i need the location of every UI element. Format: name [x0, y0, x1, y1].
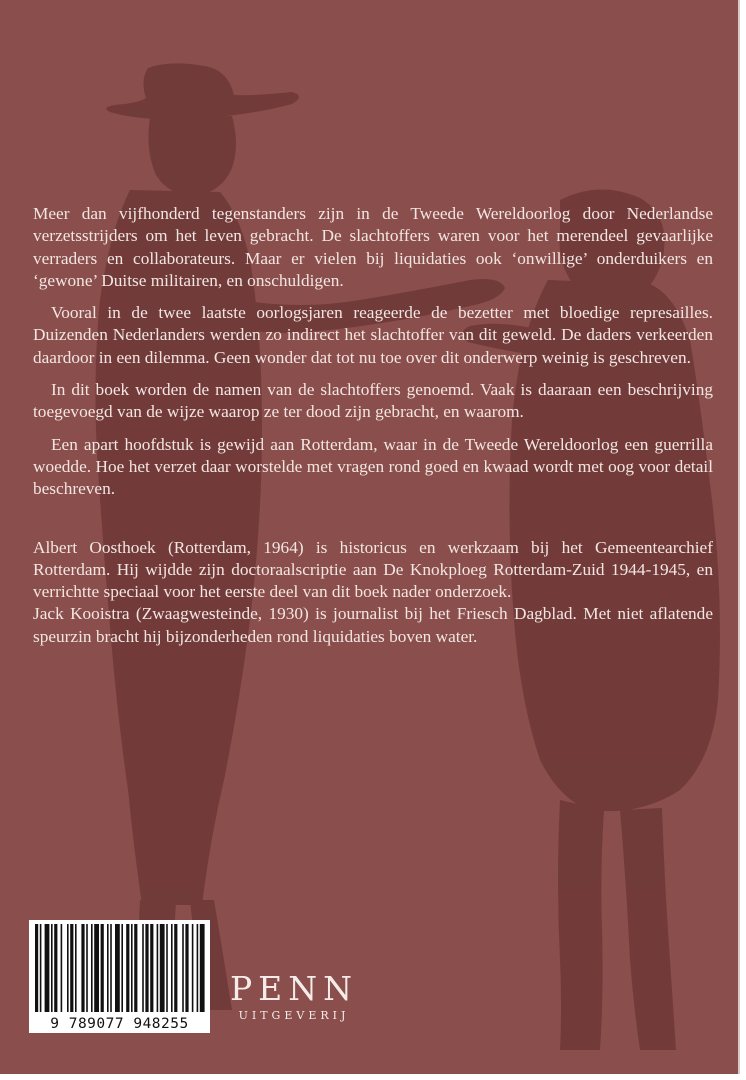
barcode-bar	[157, 924, 159, 1012]
publisher-logo	[222, 969, 366, 1023]
barcode-bar	[115, 924, 120, 1012]
barcode-bar	[51, 924, 53, 1012]
barcode-bar	[81, 924, 84, 1012]
barcode-bar	[197, 924, 199, 1012]
barcode-bar	[166, 924, 168, 1012]
isbn-number: 9 789077 948255	[29, 1015, 210, 1033]
barcode-bar	[70, 924, 73, 1012]
barcode-bar	[45, 924, 50, 1012]
barcode-bar	[91, 924, 93, 1012]
author-bio: Albert Oosthoek (Rotterdam, 1964) is historicus en werkzaam bij het Gemeentearchief Rotterdam. Hij wijdde zijn doctoraalscriptie aan De Knokploeg Rotterdam-Zuid 1944-1945, en verrichtte speciaal voor het eerste deel van dit boek nader onderzoek.	[33, 537, 713, 602]
barcode-bar	[75, 924, 77, 1012]
blurb-paragraph: Een apart hoofdstuk is gewijd aan Rotterdam, waar in de Tweede Wereldoorlog een guerrilla woedde. Hoe het verzet daar worstelde met vragen rond goed en kwaad wordt met oog voor detail beschreven.	[33, 434, 713, 499]
barcode-bar	[107, 924, 109, 1012]
section-gap	[33, 511, 713, 537]
barcode-bar	[174, 924, 177, 1012]
head-shape	[148, 116, 236, 196]
barcode-bar	[145, 924, 148, 1012]
barcode-bar	[67, 924, 69, 1012]
barcode-bar	[61, 924, 63, 1012]
barcode-bar	[110, 924, 112, 1012]
barcode-bar	[171, 924, 173, 1012]
barcode-bar	[101, 924, 104, 1012]
barcode-bar	[142, 924, 144, 1012]
barcode-bar	[35, 924, 38, 1012]
blurb-paragraph: Vooral in de twee laatste oorlogsjaren reageerde de bezetter met bloedige represailles. Duizenden Nederlanders werden zo indirect het slachtoffer van dit geweld. De daders verkeerden daardoor in een dilemma. Geen wonder dat tot nu toe over dit onderwerp weinig is geschreven.	[33, 303, 713, 367]
isbn-barcode	[29, 920, 210, 1033]
barcode-bar	[134, 924, 137, 1012]
barcode-bar	[40, 924, 42, 1012]
barcode-bars	[29, 920, 210, 1016]
barcode-bar	[94, 924, 99, 1012]
barcode-bar	[182, 924, 184, 1012]
publisher-name: PENN	[229, 969, 359, 1008]
publisher-subtitle: UITGEVERIJ	[238, 1009, 350, 1022]
barcode-bar	[86, 924, 88, 1012]
barcode-bar	[200, 924, 205, 1012]
blurb-paragraph: In dit boek worden de namen van de slachtoffers genoemd. Vaak is daaraan een beschrijving toegevoegd van de wijze waarop ze ter dood zijn gebracht, en waarom.	[33, 380, 713, 422]
right-figure-legs	[558, 800, 676, 1050]
hat-shape	[106, 63, 299, 120]
barcode-bar	[160, 924, 165, 1012]
blurb-paragraph: Meer dan vijfhonderd tegenstanders zijn in de Tweede Wereldoorlog door Nederlandse verzetsstrijders om het leven gebracht. De slachtoffers waren voor het merendeel gevaarlijke verraders en collaborateurs. Maar er vielen bij liquidaties ook ‘onwillige’ onderduikers en ‘gewone’ Duitse militairen, en onschuldigen.	[33, 204, 713, 290]
blurb-text	[33, 203, 713, 648]
barcode-bar	[54, 924, 57, 1012]
barcode-bar	[185, 924, 188, 1012]
barcode-bar	[192, 924, 194, 1012]
barcode-bar	[131, 924, 133, 1012]
barcode-bar	[121, 924, 123, 1012]
author-bio: Jack Kooistra (Zwaagwesteinde, 1930) is journalist bij het Friesch Dagblad. Met niet aflatende speurzin bracht hij bijzonderheden rond liquidaties boven water.	[33, 604, 713, 646]
barcode-bar	[126, 924, 129, 1012]
barcode-bar	[150, 924, 153, 1012]
